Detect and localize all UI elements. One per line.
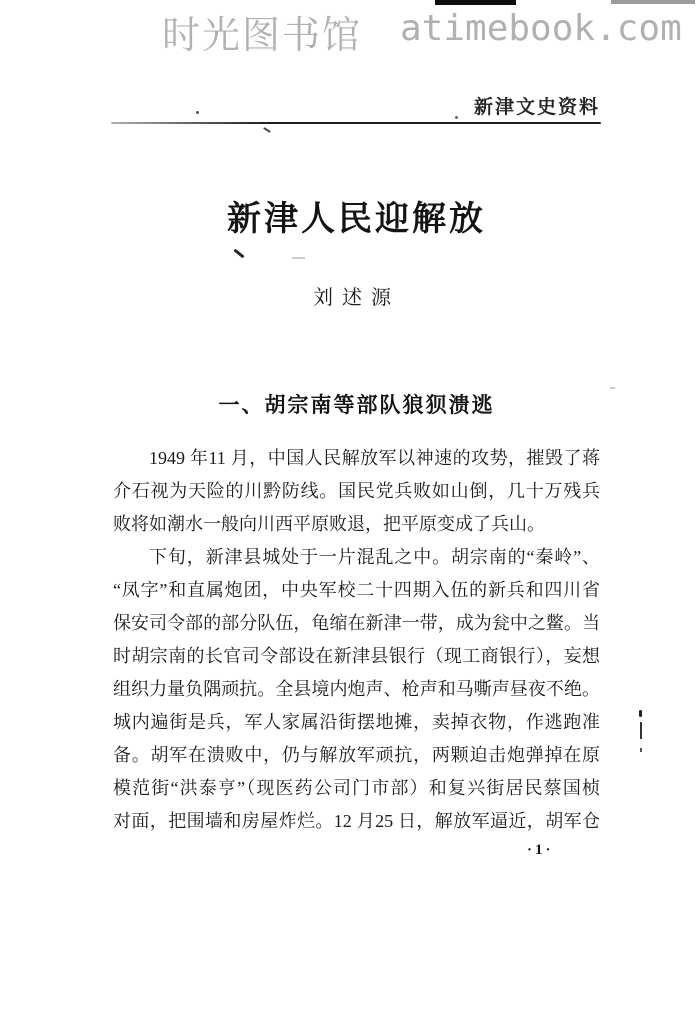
scan-artifact [640, 748, 642, 752]
header-rule [111, 122, 601, 124]
section-heading: 一、胡宗南等部队狼狈溃逃 [218, 393, 495, 417]
scan-artifact [611, 0, 695, 4]
watermark-library-name: 时光图书馆 [162, 13, 363, 57]
scan-artifact [640, 722, 642, 739]
scan-artifact [455, 116, 458, 119]
scan-artifact [610, 387, 615, 389]
body-line: 城内遍街是兵，军人家属沿街摆地摊，卖掉衣物，作逃跑准 [113, 712, 600, 732]
body-line: 保安司令部的部分队伍，龟缩在新津一带，成为瓮中之鳖。当 [113, 613, 600, 633]
body-line: “凤字”和直属炮团，中央军校二十四期入伍的新兵和四川省 [113, 580, 600, 600]
body-line: 对面，把围墙和房屋炸烂。12 月25 日，解放军逼近，胡军仓 [113, 811, 600, 831]
scan-artifact [292, 257, 305, 259]
body-line: 败将如潮水一般向川西平原败退，把平原变成了兵山。 [113, 514, 545, 534]
article-title: 新津人民迎解放 [227, 201, 486, 238]
body-line: 备。胡军在溃败中，仍与解放军顽抗，两颗迫击炮弹掉在原 [113, 745, 600, 765]
body-line: 组织力量负隅顽抗。全县境内炮声、枪声和马嘶声昼夜不绝。 [113, 679, 600, 699]
body-line: 介石视为天险的川黔防线。国民党兵败如山倒，几十万残兵 [113, 481, 600, 501]
scan-artifact [435, 0, 516, 5]
body-line: 1949 年11 月，中国人民解放军以神速的攻势，摧毁了蒋 [149, 448, 600, 468]
body-line: 时胡宗南的长官司令部设在新津县银行（现工商银行），妄想 [113, 646, 600, 666]
scan-artifact [263, 127, 271, 133]
running-head: 新津文史资料 [473, 97, 600, 118]
article-body [113, 442, 600, 838]
body-line: 模范街“洪泰亨”（现医药公司门市部）和复兴街居民蔡国桢 [113, 778, 600, 798]
article-author: 刘述源 [313, 287, 400, 309]
body-line: 下旬，新津县城处于一片混乱之中。胡宗南的“秦岭”、 [149, 547, 600, 567]
watermark-site-url: atimebook.com [400, 8, 682, 49]
scan-artifact [233, 249, 244, 259]
scan-artifact [639, 710, 642, 717]
page-number: ·1· [527, 842, 554, 858]
scan-artifact [196, 111, 199, 114]
